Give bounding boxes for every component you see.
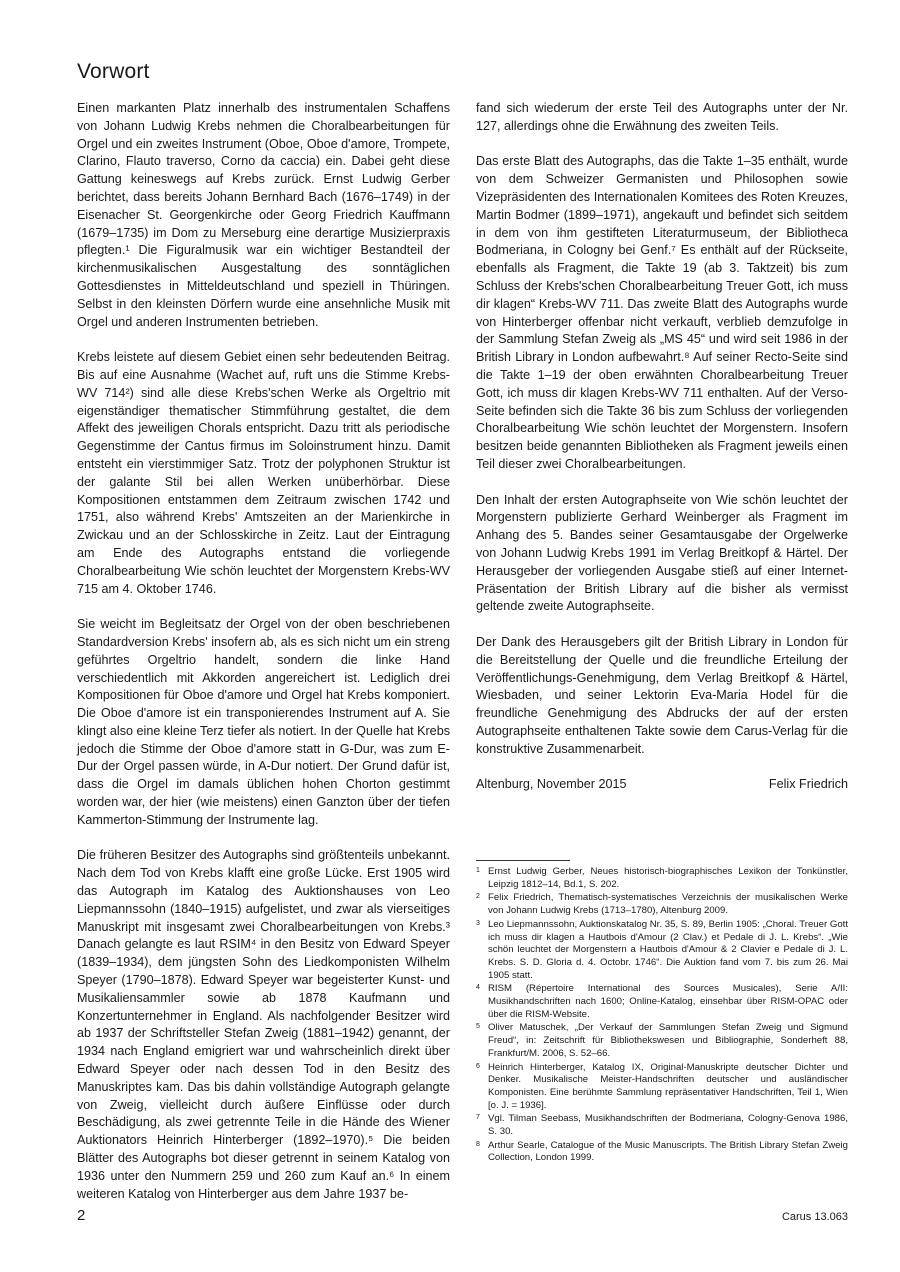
catalog-code: Carus 13.063 xyxy=(781,1211,848,1223)
footnote xyxy=(476,1022,848,1060)
paragraph: fand sich wiederum der erste Teil des Autographs unter der Nr. 127, allerdings ohne die Erwähnung des zweiten Teils. xyxy=(476,101,848,133)
paragraph: Sie weicht im Begleitsatz der Orgel von der oben beschriebenen Standardversion Krebs' insofern ab, als es sich nicht um ein streng geführtes Orgeltrio handelt, sondern die linke Hand verschiedentlich mit Akkorden angereichert ist. Lediglich drei Kompositionen für Oboe d'amore und Orgel hat Krebs komponiert. Die Oboe d'amore ist ein transponierendes Instrument auf A. Sie klingt also eine kleine Terz tiefer als notiert. In der Quelle hat Krebs jedoch die Stimme der Oboe d'amore statt in G-Dur, was zum E-Dur der Orgel passen würde, in A-Dur notiert. Der Grund dafür ist, dass die Orgel im damals üblichen hohen Chorton gestimmt worden war, der hier (wie meistens) einen Ganzton über der tiefen Kammerton-Stimmung der Instrumente lag. xyxy=(77,617,450,827)
footnote-text: RISM (Répertoire International des Sources Musicales), Serie A/II: Musikhandschriften nach 1600; Online-Katalog, einsehbar über RISM-OPAC oder über die RISM-Website. xyxy=(488,983,848,1020)
footnote-text: Ernst Ludwig Gerber, Neues historisch-biographisches Lexikon der Tonkünstler, Leipzig 1812–14, Bd.1, S. 202. xyxy=(488,866,848,890)
place-date: Altenburg, November 2015 xyxy=(476,777,627,792)
footnote-text: Vgl. Tilman Seebass, Musikhandschriften der Bodmeriana, Cologny-Genova 1986, S. 30. xyxy=(488,1113,848,1138)
right-text-column xyxy=(476,100,848,794)
footnote-separator xyxy=(476,860,570,861)
footnote-number: 2 xyxy=(476,893,480,901)
footnote xyxy=(476,919,848,983)
page-title: Vorwort xyxy=(77,60,150,83)
footnote xyxy=(476,892,848,917)
footnote-text: Felix Friedrich, Thematisch-systematisches Verzeichnis der musikalischen Werke von Johann Ludwig Krebs (1713–1780), Altenburg 2009. xyxy=(488,892,848,917)
author-name: Felix Friedrich xyxy=(768,777,848,792)
footnote xyxy=(476,866,848,891)
footnote xyxy=(476,1140,848,1165)
footnote-number: 1 xyxy=(476,867,480,874)
footnote-number: 6 xyxy=(476,1062,480,1070)
footnote-number: 8 xyxy=(476,1140,480,1148)
footnote-number: 5 xyxy=(476,1023,480,1031)
footnote-text: Arthur Searle, Catalogue of the Music Manuscripts. The British Library Stefan Zweig Collection, London 1999. xyxy=(488,1139,848,1164)
left-text-column xyxy=(77,100,450,1221)
paragraph: Die früheren Besitzer des Autographs sind größtenteils unbekannt. Nach dem Tod von Krebs klafft eine große Lücke. Erst 1905 wird das Autograph im Katalog des Auktionshauses von Leo Liepmannssohn (1840–1915) aufgelistet, und zwar als vierseitiges Manuskript mit insgesamt zwei Choralbearbeitungen von Krebs.³ Danach gelangte es laut RSIM⁴ in den Besitz von Edward Speyer (1839–1934), dem jüngsten Sohn des Liedkomponisten Wilhelm Speyer (1790–1878). Edward Speyer war begeisterter Kunst- und Musikaliensammler sowie ab 1878 Kaufmann und Konzertunternehmer in England. Als nachfolgender Besitzer wird ab 1937 der Schriftsteller Stefan Zweig (1881–1942) genannt, der 1934 nach England emigriert war und wahrscheinlich direkt über Edward Speyer oder nach dessen Tod in den Besitz des Manuskriptes kam. Das bis dahin vollständige Autograph gelangte von Zweig, vielleicht durch äußere Einflüsse oder durch Beschädigung, als zwei getrennte Teile in die Hände des Wiener Auktionators Heinrich Hinterberger (1892–1970).⁵ Die beiden Blätter des Autographs bot dieser getrennt in seinem Katalog von 1936 unter den Nummern 259 und 260 zum Kauf an.⁶ In einem weiteren Katalog von Hinterberger aus dem Jahre 1937 be- xyxy=(77,848,450,1201)
footnote xyxy=(476,1113,848,1138)
paragraph: Den Inhalt der ersten Autographseite von Wie schön leuchtet der Morgenstern publizierte Gerhard Weinberger als Fragment im Anhang des 5. Bandes seiner Gesamtausgabe der Orgelwerke von Johann Ludwig Krebs 1991 im Verlag Breitkopf & Härtel. Der Herausgeber der vorliegenden Ausgabe stieß auf einer Internet-Präsentation der British Library auf die bisher als vermisst geltende zweite Autographseite. xyxy=(476,492,848,614)
signature-line xyxy=(476,776,848,794)
footnote-number: 7 xyxy=(476,1114,480,1122)
page-number: 2 xyxy=(77,1207,86,1224)
paragraph: Der Dank des Herausgebers gilt der British Library in London für die Bereitstellung der Quelle und die freundliche Erteilung der Veröffentlichungs-Genehmigung, dem Verlag Breitkopf & Härtel, Wiesbaden, und seiner Lektorin Eva-Maria Hodel für die freundliche Genehmigung des Abdrucks der auf der ersten Autographseite enthaltenen Takte sowie dem Carus-Verlag für die konstruktive Zusammenarbeit. xyxy=(476,634,848,756)
footnote-text: Oliver Matuschek, „Der Verkauf der Sammlungen Stefan Zweig und Sigmund Freud“, in: Zeitschrift für Bibliothekswesen und Bibliographie, Sonderheft 88, Frankfurt/M. 2006, S. 52–66. xyxy=(488,1022,848,1059)
footnote xyxy=(476,983,848,1021)
footnotes xyxy=(476,866,848,1166)
paragraph: Das erste Blatt des Autographs, das die Takte 1–35 enthält, wurde von dem Schweizer Germanisten und Philosophen sowie Vizepräsidenten des Internationalen Komitees des Roten Kreuzes, Martin Bodmer (1899–1971), angekauft und befindet sich seitdem in dem von ihm gestifteten Literaturmuseum, der Bibliotheca Bodmeriana, in Cologny bei Genf.⁷ Es enthält auf der Rückseite, ebenfalls als Fragment, die Takte 19 (ab 3. Taktzeit) bis zum Schluss der Krebs'schen Choralbearbeitung Treuer Gott, ich muss dir klagen“ Krebs-WV 711. Das zweite Blatt des Autographs wurde von Hinterberger offenbar nicht verkauft, verblieb demzufolge in der Sammlung Stefan Zweig als „MS 45“ und wird seit 1986 in der British Library in London aufbewahrt.⁸ Auf seiner Recto-Seite sind die Takte 1–19 der oben erwähnten Choralbearbeitung Treuer Gott, ich muss dir klagen Krebs-WV 711 enthalten. Auf der Verso-Seite befinden sich die Takte 36 bis zum Schluss der vorliegenden Choralbearbeitung Wie schön leuchtet der Morgenstern. Insofern besitzen beide genannten Bibliotheken als Fragment jeweils einen Teil dieser zwei Choralbearbeitungen. xyxy=(476,154,848,471)
footnote-text: Leo Liepmannssohn, Auktionskatalog Nr. 35, S. 89, Berlin 1905: „Choral. Treuer Gott ich muss dir klagen a Hautbois d'Amour (2 Clav.) et Pedale di J. L. Krebs“. „Wie schön leuchtet der Morgenstern a Hautbois d'Amour & 2 Clavier e Pedale di J. L. Krebs. S. D. Gloria d. 4. Octobr. 1746“. Die Auktion fand vom 7. bis zum 26. Mai 1905 statt. xyxy=(488,918,848,981)
paragraph: Krebs leistete auf diesem Gebiet einen sehr bedeutenden Beitrag. Bis auf eine Ausnahme (Wachet auf, ruft uns die Stimme Krebs-WV 714²) sind alle diese Krebs'schen Werke als Orgeltrio mit eigenständiger thematischer Stimmführung gestaltet, die dem Affekt des jeweiligen Chorals entspricht. Dazu tritt als periodische Gegenstimme der Cantus firmus im Soloinstrument hinzu. Damit entsteht ein vierstimmiger Satz. Trotz der polyphonen Struktur ist der galante Stil bei allen Werken unüberhörbar. Diese Kompositionen entstammen dem Zeitraum zwischen 1742 und 1751, also während Krebs' Amtszeiten an der Marienkirche in Zwickau und an der Schlosskirche in Zeitz. Laut der Eintragung am Ende des Autographs entstand die vorliegende Choralbearbeitung Wie schön leuchtet der Morgenstern Krebs-WV 715 am 4. Oktober 1746. xyxy=(77,350,450,596)
footnote-text: Heinrich Hinterberger, Katalog IX, Original-Manuskripte deutscher Dichter und Denker. Musikalische Meister-Handschriften deutscher und ausländischer Komponisten. Eine berühmte Sammlung repräsentativer Handschriften, Teil 1, Wien [o. J. = 1936]. xyxy=(488,1061,848,1111)
footnote-number: 4 xyxy=(476,984,480,992)
footnote-number: 3 xyxy=(476,919,480,927)
paragraph: Einen markanten Platz innerhalb des instrumentalen Schaffens von Johann Ludwig Krebs nehmen die Choralbearbeitungen für Orgel und ein zweites Instrument (Oboe, Oboe d'amore, Trompete, Clarino, Flauto traverso, Corno da caccia) ein. Dabei geht diese Gattung keineswegs auf Krebs zurück. Ernst Ludwig Gerber berichtet, dass bereits Johann Bernhard Bach (1676–1749) in der Eisenacher St. Georgenkirche oder Georg Friedrich Kauffmann (1679–1735) im Dom zu Merseburg eine derartige Musizierpraxis pflegten.¹ Die Figuralmusik war ein wichtiger Bestandteil der kirchenmusikalischen Ausgestaltung des sonntäglichen Gottesdienstes in Mitteldeutschland und speziell in Thüringen. Selbst in den kleinsten Dörfern wurde eine ansehnliche Musik mit Orgel und anderen Instrumenten betrieben. xyxy=(77,101,450,329)
footnote xyxy=(476,1062,848,1113)
